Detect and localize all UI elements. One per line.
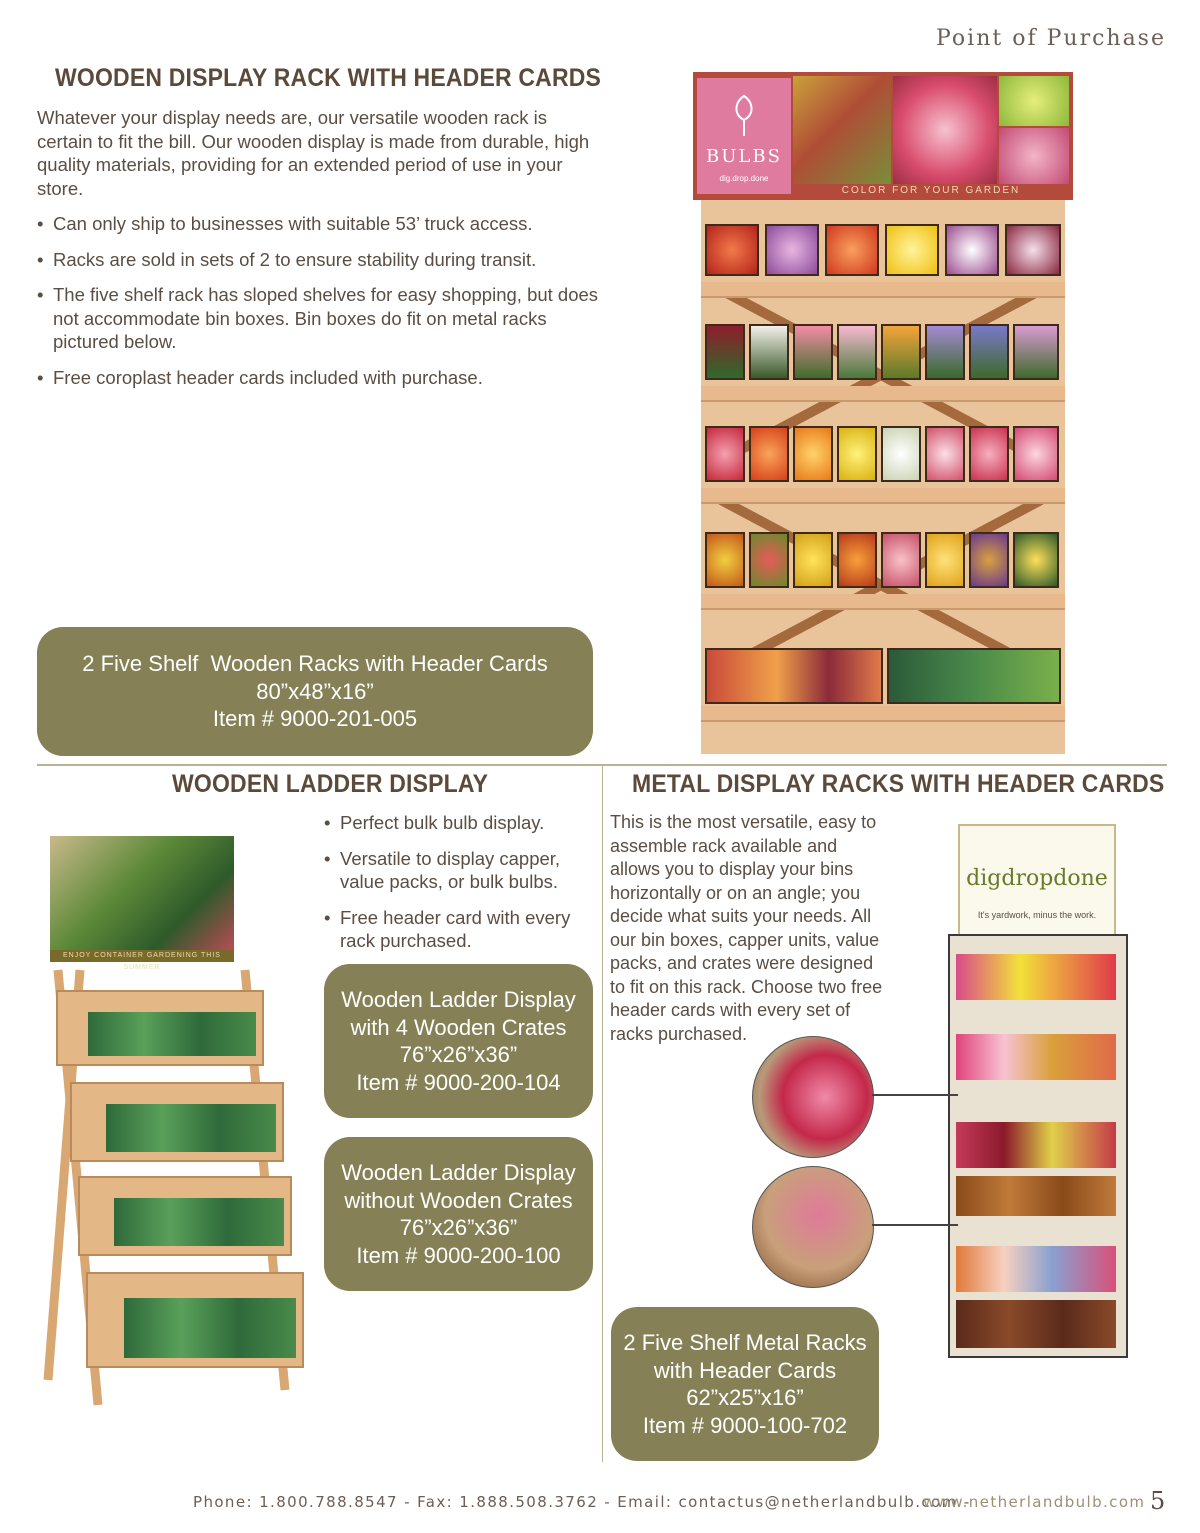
bulb-packet bbox=[825, 224, 879, 276]
bulb-packet bbox=[705, 648, 883, 704]
bulb-packet bbox=[837, 426, 877, 482]
product-dimensions: 76”x26”x36” bbox=[399, 1042, 518, 1067]
shelf-row bbox=[703, 528, 1063, 592]
ladder-header-card bbox=[50, 836, 234, 960]
digdropdone-brand: digdropdone bbox=[966, 866, 1108, 891]
page-number: 5 bbox=[1150, 1487, 1167, 1515]
wooden-rack-photo bbox=[693, 72, 1073, 754]
shelf-board bbox=[701, 386, 1065, 402]
wooden-rack-intro: Whatever your display needs are, our versatile wooden rack is certain to fit the bill. Our wooden display is made from durable, high quality materials, providing for an extended period of use in your store. bbox=[37, 107, 590, 199]
shelf-row bbox=[703, 320, 1063, 384]
metal-description: This is the most versatile, easy to assemble rack available and allows you to display your bins horizontally or on an angle; you decide what suits your needs. All our bin boxes, capper units, value packs, and crates were designed to fit on this rack. Choose two free header cards with every set of racks purchased. bbox=[610, 812, 883, 1044]
flower-photo bbox=[793, 76, 891, 184]
flower-photo bbox=[999, 76, 1069, 126]
product-item-number: Item # 9000-100-702 bbox=[642, 1412, 848, 1438]
rack-bin-row bbox=[956, 1034, 1116, 1080]
crate-label bbox=[106, 1104, 276, 1152]
bulbs-brand: BULBS bbox=[706, 146, 782, 167]
bullet-item: • Free header card with every rack purchased. bbox=[324, 906, 586, 953]
product-item-number: Item # 9000-201-005 bbox=[212, 706, 418, 732]
rack-slogan: COLOR FOR YOUR GARDEN bbox=[793, 184, 1069, 198]
bulb-packet bbox=[705, 324, 745, 380]
crate-label bbox=[88, 1012, 256, 1056]
bulb-packet bbox=[969, 324, 1009, 380]
product-name: Wooden Ladder Display without Wooden Crates bbox=[341, 1160, 576, 1213]
wooden-rack-bullets bbox=[37, 212, 602, 401]
zoom-leader-line bbox=[872, 1094, 958, 1096]
shelf-board bbox=[701, 594, 1065, 610]
product-item-number: Item # 9000-200-100 bbox=[356, 1242, 561, 1268]
bulb-packet bbox=[705, 224, 759, 276]
digdropdone-tagline: It's yardwork, minus the work. bbox=[977, 910, 1097, 920]
bulb-packet bbox=[925, 426, 965, 482]
bulb-packet bbox=[837, 324, 877, 380]
bulb-packet bbox=[925, 532, 965, 588]
flower-photo bbox=[893, 76, 997, 184]
shelf-row bbox=[705, 648, 1061, 704]
rack-bin-row bbox=[956, 954, 1116, 1000]
section-label: Point of Purchase bbox=[936, 26, 1166, 51]
bulb-packet bbox=[881, 532, 921, 588]
wooden-crate bbox=[56, 990, 264, 1066]
product-name: 2 Five Shelf Wooden Racks with Header Cards bbox=[82, 651, 548, 677]
product-dimensions: 80”x48”x16” bbox=[256, 678, 374, 704]
bulb-packet bbox=[749, 324, 789, 380]
product-name: Wooden Ladder Display with 4 Wooden Crates bbox=[341, 987, 576, 1040]
bulb-packet bbox=[793, 324, 833, 380]
bulb-packet bbox=[887, 648, 1061, 704]
bulb-packet bbox=[793, 532, 833, 588]
metal-heading: METAL DISPLAY RACKS WITH HEADER CARDS bbox=[632, 770, 1165, 798]
shelf-row bbox=[703, 220, 1063, 280]
rack-bin-row bbox=[956, 1122, 1116, 1168]
product-dimensions: 76”x26”x36” bbox=[399, 1215, 518, 1240]
shelf-board bbox=[701, 282, 1065, 298]
footer-website-link[interactable]: www.netherlandbulb.com bbox=[923, 1493, 1146, 1511]
wooden-crate bbox=[86, 1272, 304, 1368]
bulb-packet bbox=[969, 532, 1009, 588]
wooden-rack-product-pill bbox=[37, 627, 593, 756]
bulb-packet bbox=[925, 324, 965, 380]
metal-header-card bbox=[958, 824, 1116, 940]
ladder-photo bbox=[40, 830, 305, 1415]
ladder-bullets bbox=[324, 811, 586, 965]
bullet-item: • The five shelf rack has sloped shelves for easy shopping, but does not accommodate bin boxes. Bin boxes do fit on metal racks pictured below. bbox=[37, 283, 602, 354]
shelf-row bbox=[703, 422, 1063, 486]
wooden-crate bbox=[70, 1082, 284, 1162]
bulb-packet bbox=[837, 532, 877, 588]
bulb-packet bbox=[881, 426, 921, 482]
bullet-item: • Free coroplast header cards included with purchase. bbox=[37, 366, 602, 390]
bulb-packet bbox=[1013, 426, 1059, 482]
footer-contact: Phone: 1.800.788.8547 - Fax: 1.888.508.3762 - Email: contactus@netherlandbulb.com - bbox=[193, 1493, 971, 1511]
vertical-divider bbox=[602, 766, 603, 1462]
detail-zoom-circle bbox=[752, 1036, 874, 1158]
product-dimensions: 62”x25”x16” bbox=[686, 1385, 804, 1410]
bulb-packet bbox=[881, 324, 921, 380]
bulb-packet bbox=[765, 224, 819, 276]
bullet-item: • Versatile to display capper, value packs, or bulk bulbs. bbox=[324, 847, 586, 894]
product-item-number: Item # 9000-200-104 bbox=[356, 1069, 561, 1095]
crate-label bbox=[124, 1298, 296, 1358]
ladder-header-slogan: ENJOY CONTAINER GARDENING THIS SUMMER bbox=[50, 950, 234, 962]
bulb-packet bbox=[793, 426, 833, 482]
bulb-packet bbox=[945, 224, 999, 276]
crate-label bbox=[114, 1198, 284, 1246]
rack-header-card bbox=[693, 72, 1073, 200]
wooden-rack-heading: WOODEN DISPLAY RACK WITH HEADER CARDS bbox=[55, 64, 602, 92]
metal-rack-photo bbox=[750, 822, 1130, 1357]
bulb-packet bbox=[749, 426, 789, 482]
ladder-product-pill-with-crates bbox=[324, 964, 593, 1118]
bullet-item: • Racks are sold in sets of 2 to ensure stability during transit. bbox=[37, 248, 602, 272]
bulb-packet bbox=[749, 532, 789, 588]
ladder-heading: WOODEN LADDER DISPLAY bbox=[172, 770, 489, 798]
rack-bin-row bbox=[956, 1176, 1116, 1216]
bulb-packet bbox=[969, 426, 1009, 482]
bulb-packet bbox=[1005, 224, 1061, 276]
bulb-packet bbox=[885, 224, 939, 276]
tulip-icon bbox=[727, 92, 761, 138]
shelf-board bbox=[701, 706, 1065, 722]
flower-photo bbox=[999, 128, 1069, 184]
zoom-leader-line bbox=[872, 1224, 958, 1226]
detail-zoom-circle bbox=[752, 1166, 874, 1288]
bulb-packet bbox=[1013, 324, 1059, 380]
bullet-item: • Perfect bulk bulb display. bbox=[324, 811, 586, 835]
bulb-packet bbox=[705, 426, 745, 482]
product-name: 2 Five Shelf Metal Racks with Header Cards bbox=[623, 1330, 867, 1383]
bulb-packet bbox=[1013, 532, 1059, 588]
ladder-product-pill-without-crates bbox=[324, 1137, 593, 1291]
shelf-board bbox=[701, 488, 1065, 504]
bulb-packet bbox=[705, 532, 745, 588]
rack-bin-row bbox=[956, 1300, 1116, 1348]
bullet-item: • Can only ship to businesses with suitable 53’ truck access. bbox=[37, 212, 602, 236]
wooden-crate bbox=[78, 1176, 292, 1256]
rack-bin-row bbox=[956, 1246, 1116, 1292]
bulbs-logo-panel bbox=[697, 78, 791, 194]
bulbs-tagline: dig.drop.done bbox=[719, 174, 769, 183]
